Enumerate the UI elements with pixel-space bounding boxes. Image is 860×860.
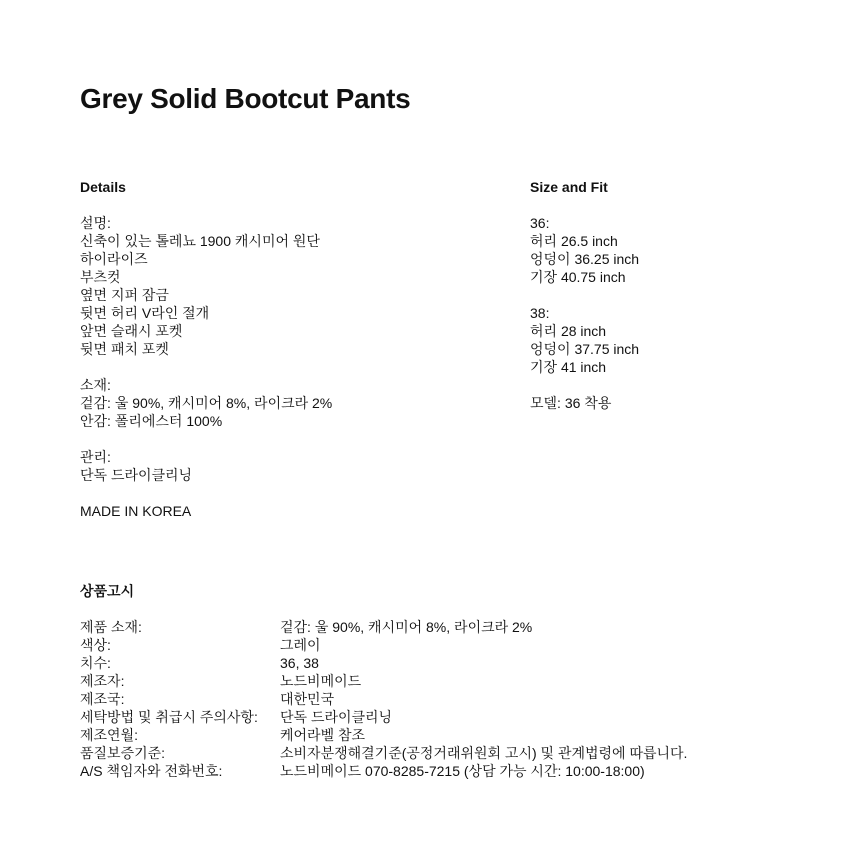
notice-key: 색상: [80, 637, 111, 653]
notice-row [80, 618, 840, 636]
description-item: 하이라이즈 [80, 251, 148, 267]
notice-value: 겉감: 울 90%, 캐시미어 8%, 라이크라 2% [280, 619, 533, 635]
notice-value: 소비자분쟁해결기준(공정거래위원회 고시) 및 관계법령에 따릅니다. [280, 745, 688, 761]
notice-key: 품질보증기준: [80, 745, 166, 761]
notice-key: 제품 소재: [80, 619, 142, 635]
notice-value: 대한민국 [280, 691, 335, 707]
notice-key: 제조국: [80, 691, 125, 707]
notice-value: 노드비메이드 [280, 673, 362, 689]
notice-key: 제조연월: [80, 727, 138, 743]
size-38-item: 기장 41 inch [530, 359, 607, 375]
size-fit-heading: Size and Fit [530, 179, 608, 195]
description-item: 옆면 지퍼 잠금 [80, 287, 169, 303]
material-label: 소재: [80, 377, 111, 393]
material-item: 겉감: 울 90%, 캐시미어 8%, 라이크라 2% [80, 395, 333, 411]
product-title: Grey Solid Bootcut Pants [80, 83, 411, 114]
description-label: 설명: [80, 215, 111, 231]
notice-value: 단독 드라이클리닝 [280, 709, 393, 725]
notice-value: 케어라벨 참조 [280, 727, 366, 743]
details-section [80, 178, 480, 520]
description-item: 뒷면 허리 V라인 절개 [80, 305, 210, 321]
product-notice-heading: 상품고시 [80, 583, 135, 599]
description-item: 신축이 있는 톨레뇨 1900 캐시미어 원단 [80, 233, 320, 249]
description-item: 뒷면 패치 포켓 [80, 341, 169, 357]
product-notice-section [80, 582, 840, 780]
notice-row [80, 726, 840, 744]
product-notice-table [80, 618, 840, 780]
origin-text: MADE IN KOREA [80, 503, 192, 519]
description-item: 앞면 슬래시 포켓 [80, 323, 183, 339]
model-note: 모델: 36 착용 [530, 395, 612, 411]
details-heading: Details [80, 179, 126, 195]
notice-key: A/S 책임자와 전화번호: [80, 763, 223, 779]
material-block [80, 376, 480, 430]
care-block [80, 448, 480, 484]
notice-value: 그레이 [280, 637, 321, 653]
notice-row [80, 762, 840, 780]
size-36-block [530, 214, 830, 286]
notice-row [80, 654, 840, 672]
notice-key: 세탁방법 및 취급시 주의사항: [80, 709, 258, 725]
size-36-item: 기장 40.75 inch [530, 269, 626, 285]
size-38-block [530, 304, 830, 376]
material-item: 안감: 폴리에스터 100% [80, 413, 223, 429]
size-38-item: 허리 28 inch [530, 323, 607, 339]
origin-block [80, 502, 480, 520]
care-item: 단독 드라이클리닝 [80, 467, 193, 483]
size-36-label: 36: [530, 215, 550, 231]
size-36-item: 허리 26.5 inch [530, 233, 618, 249]
notice-key: 제조자: [80, 673, 125, 689]
notice-key: 치수: [80, 655, 111, 671]
description-item: 부츠컷 [80, 269, 121, 285]
notice-row [80, 744, 840, 762]
care-label: 관리: [80, 449, 111, 465]
size-38-label: 38: [530, 305, 550, 321]
size-fit-section [530, 178, 830, 412]
notice-row [80, 690, 840, 708]
model-block [530, 394, 830, 412]
notice-row [80, 672, 840, 690]
size-38-item: 엉덩이 37.75 inch [530, 341, 640, 357]
notice-row [80, 708, 840, 726]
size-36-item: 엉덩이 36.25 inch [530, 251, 640, 267]
notice-value: 36, 38 [280, 655, 319, 671]
description-block [80, 214, 480, 358]
notice-value: 노드비메이드 070-8285-7215 (상담 가능 시간: 10:00-18:00) [280, 763, 645, 779]
notice-row [80, 636, 840, 654]
